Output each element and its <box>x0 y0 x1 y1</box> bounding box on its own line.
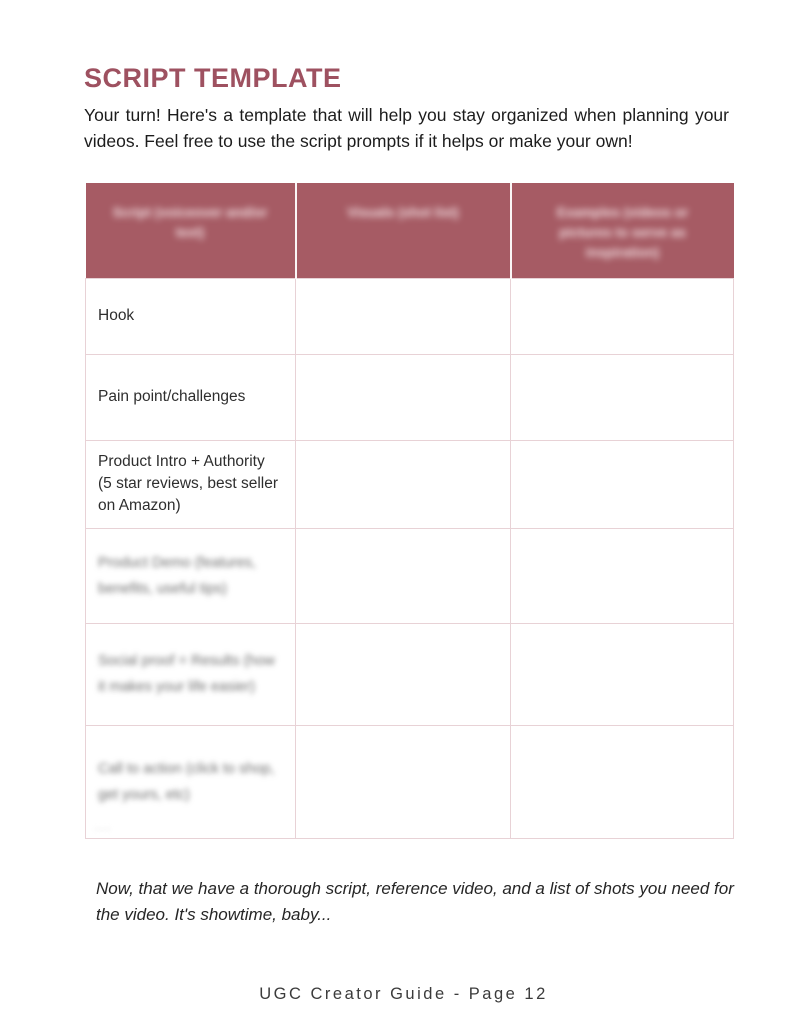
empty-cell <box>511 440 734 528</box>
label-cell-pain-point <box>86 354 296 440</box>
script-template-table <box>85 183 734 839</box>
empty-cell <box>296 623 511 725</box>
table-row-product-demo <box>86 528 734 623</box>
blurred-text-fragment: ... <box>95 818 112 833</box>
header-cell-visuals <box>296 183 511 278</box>
row-label: Product Intro + Authority (5 star reviews, best seller on Amazon) <box>98 453 279 514</box>
label-cell-social-proof <box>86 623 296 725</box>
empty-cell <box>511 354 734 440</box>
label-cell-product-intro <box>86 440 296 528</box>
header-label-script: Script (voiceover and/or text) <box>112 205 268 240</box>
row-label-blurred: Call to action (click to shop, get yours, etc) <box>98 760 275 803</box>
empty-cell <box>511 278 734 354</box>
empty-cell <box>296 440 511 528</box>
label-cell-call-to-action <box>86 725 296 838</box>
empty-cell <box>511 528 734 623</box>
table-row-hook <box>86 278 734 354</box>
intro-paragraph: Your turn! Here's a template that will help you stay organized when planning your videos. Feel free to use the script prompts if it helps or make your own! <box>84 105 729 151</box>
table-row-product-intro <box>86 440 734 528</box>
empty-cell <box>511 725 734 838</box>
row-label: Pain point/challenges <box>98 388 246 405</box>
empty-cell <box>296 354 511 440</box>
row-label-blurred: Product Demo (features, benefits, useful tips) <box>98 554 256 597</box>
header-cell-examples <box>511 183 734 278</box>
page-title: SCRIPT TEMPLATE <box>84 63 342 93</box>
label-cell-product-demo <box>86 528 296 623</box>
closing-note: Now, that we have a thorough script, reference video, and a list of shots you need for the video. It's showtime, baby... <box>96 879 734 924</box>
table-row-call-to-action <box>86 725 734 838</box>
label-cell-hook <box>86 278 296 354</box>
row-label-blurred: Social proof = Results (how it makes your life easier) <box>98 653 275 695</box>
page-footer: UGC Creator Guide - Page 12 <box>259 985 548 1003</box>
header-label-visuals: Visuals (shot list) <box>347 205 459 220</box>
empty-cell <box>296 528 511 623</box>
table-header <box>86 183 734 278</box>
row-label: Hook <box>98 307 135 324</box>
empty-cell <box>511 623 734 725</box>
empty-cell <box>296 725 511 838</box>
empty-cell <box>296 278 511 354</box>
header-label-examples: Examples (videos or pictures to serve as inspiration) <box>556 205 689 260</box>
table-row-pain-point <box>86 354 734 440</box>
table-header-row <box>86 183 734 278</box>
table-row-social-proof <box>86 623 734 725</box>
header-cell-script <box>86 183 296 278</box>
